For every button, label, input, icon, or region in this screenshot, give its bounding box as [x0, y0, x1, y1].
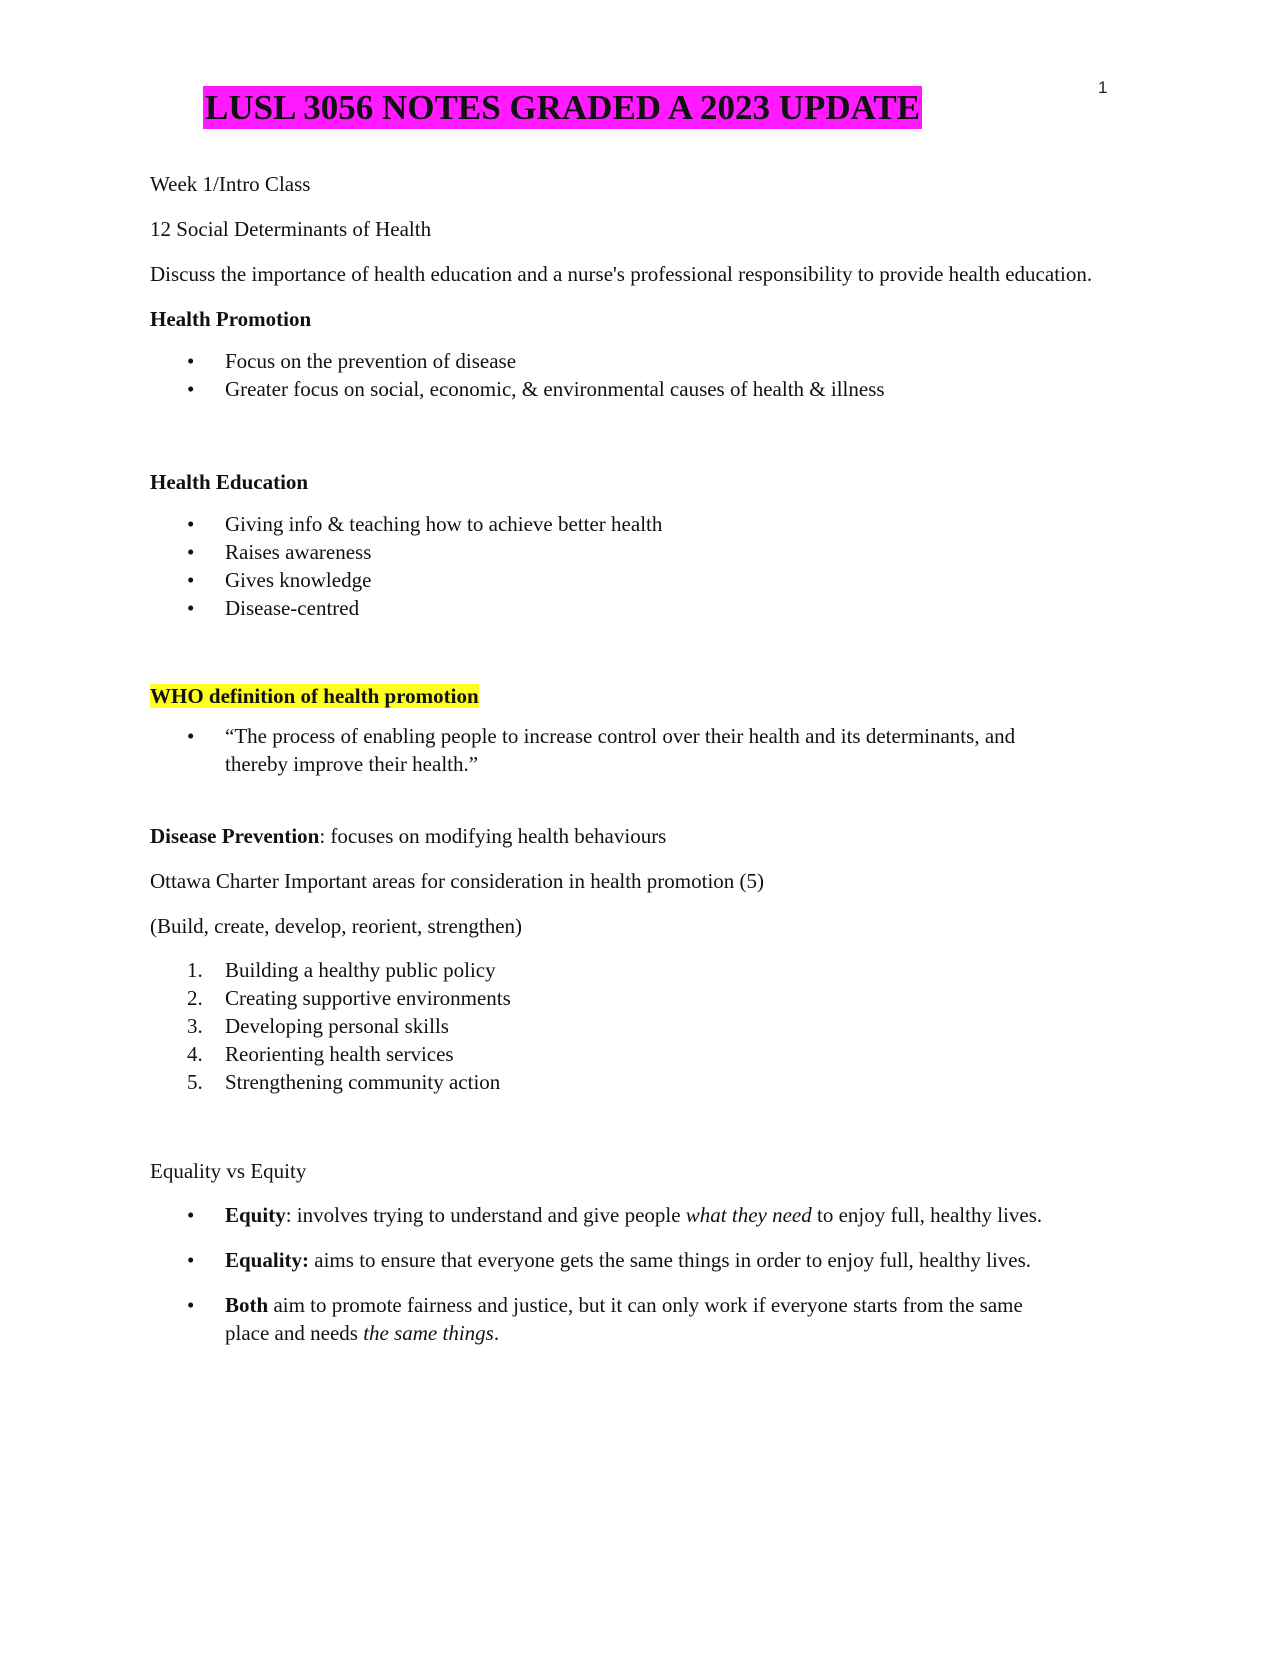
health-education-heading: Health Education	[150, 470, 309, 494]
disease-prevention-line: Disease Prevention: focuses on modifying health behaviours	[150, 824, 667, 848]
equality-list	[150, 1201, 1130, 1347]
ottawa-mnemonic: (Build, create, develop, reorient, strengthen)	[150, 914, 523, 938]
bullet-icon: •	[187, 377, 195, 401]
list-item: 1. Building a healthy public policy	[187, 958, 496, 982]
list-item: • Greater focus on social, economic, & environmental causes of health & illness	[187, 377, 885, 401]
ottawa-list	[150, 956, 1130, 1096]
health-education-list	[150, 510, 1130, 622]
bullet-icon: •	[187, 1203, 195, 1227]
week-line: Week 1/Intro Class	[150, 172, 311, 196]
ottawa-line: Ottawa Charter Important areas for consideration in health promotion (5)	[150, 869, 765, 893]
list-item: • Raises awareness	[187, 540, 372, 564]
who-list	[150, 722, 1130, 778]
bullet-icon: •	[187, 1248, 195, 1272]
discuss-paragraph: Discuss the importance of health education and a nurse's professional responsibility to provide health education.	[150, 262, 1093, 286]
who-heading-highlight: WHO definition of health promotion	[150, 684, 479, 708]
list-item: • Equity: involves trying to understand and give people what they need to enjoy full, healthy lives.	[187, 1203, 1043, 1227]
list-item: • Gives knowledge	[187, 568, 372, 592]
bullet-icon: •	[187, 1293, 195, 1317]
list-item: 3. Developing personal skills	[187, 1014, 449, 1038]
document-title: LUSL 3056 NOTES GRADED A 2023 UPDATE	[205, 88, 921, 127]
document-body	[150, 170, 1130, 1347]
bullet-icon: •	[187, 349, 195, 373]
bullet-icon: •	[187, 724, 195, 748]
health-promotion-heading: Health Promotion	[150, 307, 312, 331]
list-item	[150, 722, 1130, 778]
bullet-icon: •	[187, 596, 195, 620]
bullet-icon: •	[187, 540, 195, 564]
list-item: • Focus on the prevention of disease	[187, 349, 517, 373]
list-item: 2. Creating supportive environments	[187, 986, 511, 1010]
who-heading	[150, 682, 1130, 710]
disease-prevention-label: Disease Prevention	[150, 824, 320, 848]
list-item: • Giving info & teaching how to achieve better health	[187, 512, 663, 536]
list-item: • Equality: aims to ensure that everyone gets the same things in order to enjoy full, healthy lives.	[187, 1248, 1032, 1272]
who-quote: “The process of enabling people to increase control over their health and its determinants, and thereby improve their health.”	[225, 724, 1016, 776]
bullet-icon: •	[187, 568, 195, 592]
list-item: 5. Strengthening community action	[187, 1070, 501, 1094]
equality-heading: Equality vs Equity	[150, 1159, 307, 1183]
list-item: 4. Reorienting health services	[187, 1042, 454, 1066]
page-number: 1	[1098, 78, 1108, 97]
list-item: • Disease-centred	[187, 596, 360, 620]
determinants-line: 12 Social Determinants of Health	[150, 217, 432, 241]
health-promotion-list	[150, 347, 1130, 403]
bullet-icon: •	[187, 512, 195, 536]
list-item: • Both aim to promote fairness and justice, but it can only work if everyone starts from the same place and needs the same things.	[187, 1293, 1023, 1345]
